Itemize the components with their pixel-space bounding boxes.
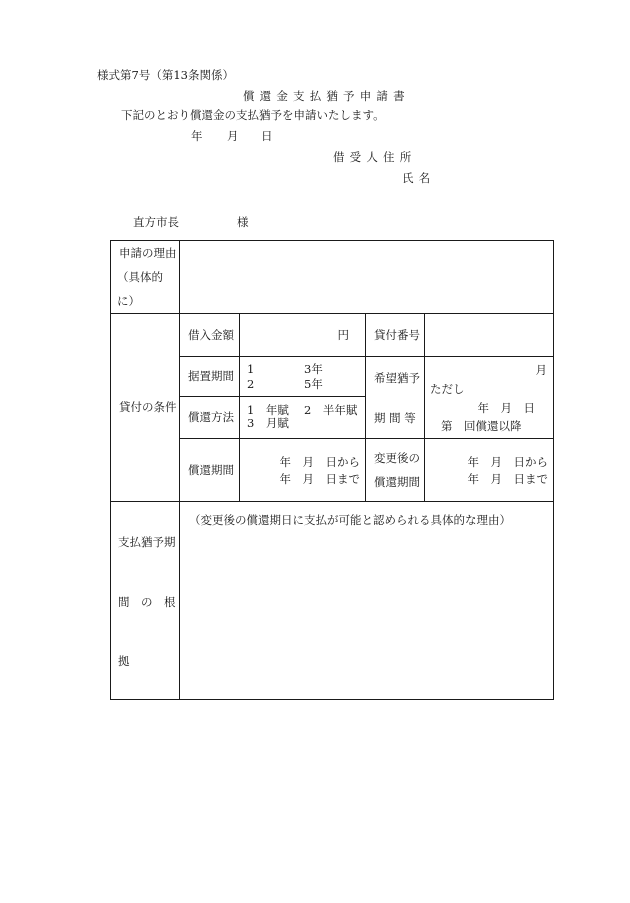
yen-unit: 円 <box>337 328 349 342</box>
deferment-period-label: 据置期間 <box>180 357 240 397</box>
basis-input[interactable] <box>180 502 554 700</box>
addressee-honorific: 様 <box>237 215 249 229</box>
borrowed-amount-label: 借入金額 <box>180 314 240 357</box>
desired-grace-label <box>366 357 425 439</box>
deferment-opt2-val: 5年 <box>304 377 323 391</box>
loan-conditions-label: 貸付の条件 <box>111 314 180 502</box>
application-form-table <box>110 240 554 700</box>
basis-label-2: 間 の 根 <box>118 595 176 609</box>
reason-input[interactable] <box>180 241 554 314</box>
intro-text: 下記のとおり償還金の支払猶予を申請いたします。 <box>121 108 385 122</box>
deferment-opt2-num: 2 <box>247 377 255 391</box>
form-title: 償還金支払猶予申請書 <box>243 89 410 103</box>
basis-label-cell <box>111 502 180 700</box>
new-to: 年 月 日まで <box>467 472 548 486</box>
desired-grace-input[interactable] <box>425 357 554 439</box>
basis-row <box>111 502 554 700</box>
changed-period-label <box>366 439 425 502</box>
deferment-options <box>240 357 366 397</box>
addressee-name: 直方市長 <box>133 215 179 229</box>
method-opt3: 3 月賦 <box>247 416 289 430</box>
borrower-address-label: 借受人住所 <box>333 150 417 164</box>
date-day: 日 <box>261 129 273 143</box>
reason-label-2: （具体的に） <box>117 270 163 308</box>
desired-grace-label-1: 希望猶予 <box>374 370 420 385</box>
borrowed-amount-input[interactable] <box>240 314 366 357</box>
amount-row <box>111 314 554 357</box>
reason-label-1: 申請の理由 <box>119 246 177 260</box>
basis-note: （変更後の償還期日に支払が可能と認められる具体的な理由） <box>189 513 511 527</box>
loan-number-label: 貸付番号 <box>366 314 425 357</box>
deferment-opt1-num: 1 <box>247 362 255 376</box>
period-to: 年 月 日まで <box>279 472 360 486</box>
method-opt2: 2 半年賦 <box>304 403 358 417</box>
repayment-from-text: 第 回償還以降 <box>441 419 522 433</box>
date-year: 年 <box>191 129 203 143</box>
grace-month: 月 <box>535 363 547 377</box>
repayment-method-options <box>240 397 366 439</box>
form-number: 様式第7号（第13条関係） <box>97 68 234 82</box>
borrower-name-label: 氏名 <box>402 171 436 185</box>
method-opt1: 1 年賦 <box>247 403 289 417</box>
basis-label-1: 支払猶予期 <box>118 535 176 549</box>
desired-grace-label-2: 期 間 等 <box>374 410 416 425</box>
period-from: 年 月 日から <box>279 455 360 469</box>
tadashi-text: ただし <box>430 382 465 396</box>
repayment-method-label: 償還方法 <box>180 397 240 439</box>
changed-period-label-2: 償還期間 <box>374 475 420 489</box>
loan-number-input[interactable] <box>425 314 554 357</box>
repayment-period-input[interactable] <box>240 439 366 502</box>
changed-period-label-1: 変更後の <box>374 451 420 465</box>
basis-label-3: 拠 <box>118 654 130 668</box>
deferment-opt1-val: 3年 <box>304 362 323 376</box>
reason-row <box>111 241 554 314</box>
date-month: 月 <box>227 129 239 143</box>
changed-period-input[interactable] <box>425 439 554 502</box>
new-from: 年 月 日から <box>467 455 548 469</box>
repayment-period-label: 償還期間 <box>180 439 240 502</box>
grace-ymd: 年 月 日 <box>477 401 535 415</box>
reason-label-cell <box>111 241 180 314</box>
